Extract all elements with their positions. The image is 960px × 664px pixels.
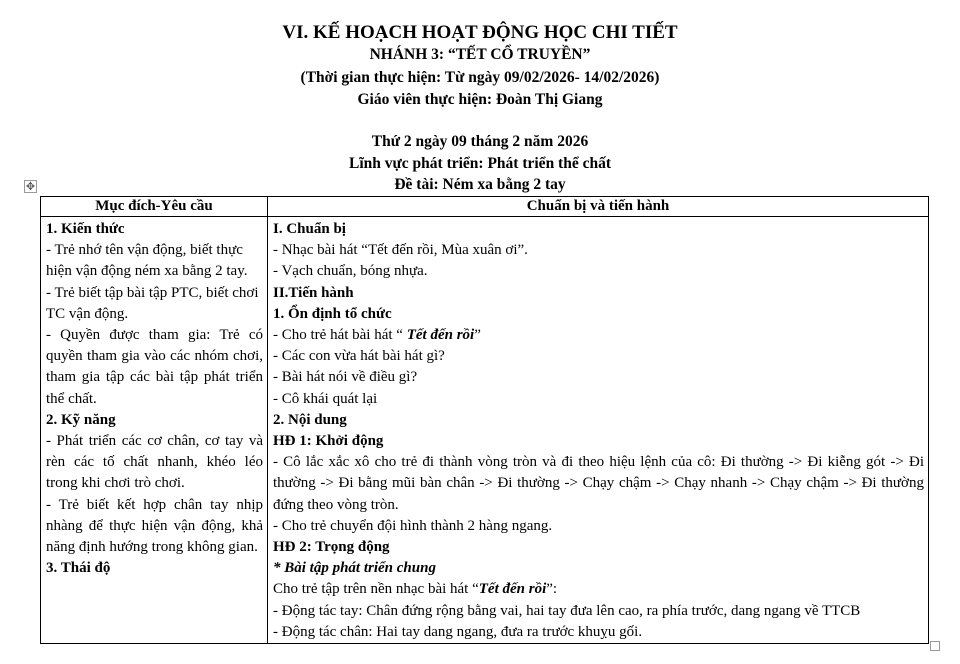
procedure-heading: II.Tiến hành xyxy=(273,284,354,301)
table-move-handle-icon[interactable]: ✥ xyxy=(25,180,36,193)
warmup-heading: HĐ 1: Khởi động xyxy=(273,433,384,450)
table-resize-handle[interactable] xyxy=(930,641,940,651)
organization-item-1: - Cho trẻ hát bài hát “ Tết đến rồi” xyxy=(273,327,481,344)
preparation-cell[interactable] xyxy=(268,217,929,644)
col-header-preparation: Chuẩn bị và tiến hành xyxy=(268,197,929,217)
skills-heading: 2. Kỹ năng xyxy=(46,411,116,428)
organization-heading: 1. Ổn định tổ chức xyxy=(273,305,392,322)
organization-item-3: - Bài hát nói về điều gì? xyxy=(273,369,418,386)
knowledge-item-1: - Trẻ nhớ tên vận động, biết thực hiện vận động ném xa bằng 2 tay. xyxy=(46,242,248,280)
period-line: (Thời gian thực hiện: Từ ngày 09/02/2026- 14/02/2026) xyxy=(300,69,660,86)
organization-item-4: - Cô khái quát lại xyxy=(273,390,378,407)
warmup-text: - Cô lắc xắc xô cho trẻ đi thành vòng tròn và đi theo hiệu lệnh của cô: Đi thường -> Đi kiễng gót -> Đi thường -> Đi bằng mũi bàn chân -> Đi thường -> Chạy chậm -> Chạy nhanh -> Chạy chậm -> Đi thường đứng theo vòng tròn. xyxy=(273,454,924,513)
skills-item-2: - Trẻ biết kết hợp chân tay nhịp nhàng để thực hiện vận động, khả năng định hướng trong không gian. xyxy=(46,496,263,556)
knowledge-item-2: - Trẻ biết tập bài tập PTC, biết chơi TC vận động. xyxy=(46,284,259,322)
prep-item-2: - Vạch chuẩn, bóng nhựa. xyxy=(273,263,428,280)
knowledge-heading: 1. Kiến thức xyxy=(46,221,125,237)
organization-item-2: - Các con vừa hát bài hát gì? xyxy=(273,348,445,365)
table-header-row xyxy=(41,197,929,217)
knowledge-item-3: - Quyền được tham gia: Trẻ có quyền tham gia vào các nhóm chơi, tham gia tập các bài tập phát triển thể chất. xyxy=(46,327,263,407)
song-title: Tết đến rồi xyxy=(406,327,475,344)
prep-heading: I. Chuẩn bị xyxy=(273,221,346,237)
teacher-line: Giáo viên thực hiện: Đoàn Thị Giang xyxy=(357,91,603,108)
exercise-arm: - Động tác tay: Chân đứng rộng bằng vai, hai tay đưa lên cao, ra phía trước, dang ngang về TTCB xyxy=(273,602,861,619)
exercise-leg: - Động tác chân: Hai tay dang ngang, đưa ra trước khuỵu gối. xyxy=(273,623,643,640)
page-title: VI. KẾ HOẠCH HOẠT ĐỘNG HỌC CHI TIẾT xyxy=(282,22,678,43)
exercise-intro: Cho trẻ tập trên nền nhạc bài hát “Tết đến rồi”: xyxy=(273,581,558,598)
table-row xyxy=(41,217,929,644)
content-heading: 2. Nội dung xyxy=(273,411,347,428)
main-activity-heading: HĐ 2: Trọng động xyxy=(273,539,390,556)
song-title: Tết đến rồi xyxy=(478,581,547,598)
attitude-heading: 3. Thái độ xyxy=(46,560,111,577)
field-line: Lĩnh vực phát triển: Phát triển thể chất xyxy=(348,155,612,172)
date-line: Thứ 2 ngày 09 tháng 2 năm 2026 xyxy=(371,133,589,150)
prep-item-1: - Nhạc bài hát “Tết đến rồi, Mùa xuân ơi”. xyxy=(273,242,528,259)
warmup-text-2: - Cho trẻ chuyển đội hình thành 2 hàng ngang. xyxy=(273,517,553,534)
col-header-objectives: Mục đích-Yêu cầu xyxy=(41,197,268,217)
lesson-plan-table xyxy=(40,196,929,644)
skills-item-1: - Phát triển các cơ chân, cơ tay và rèn các tố chất nhanh, khéo léo trong khi chơi trò chơi. xyxy=(46,433,263,492)
topic-line: Đề tài: Ném xa bằng 2 tay xyxy=(394,176,566,193)
branch-title: NHÁNH 3: “TẾT CỔ TRUYỀN” xyxy=(369,46,591,63)
exercise-heading: * Bài tập phát triển chung xyxy=(273,560,436,577)
objectives-cell[interactable] xyxy=(41,217,268,644)
